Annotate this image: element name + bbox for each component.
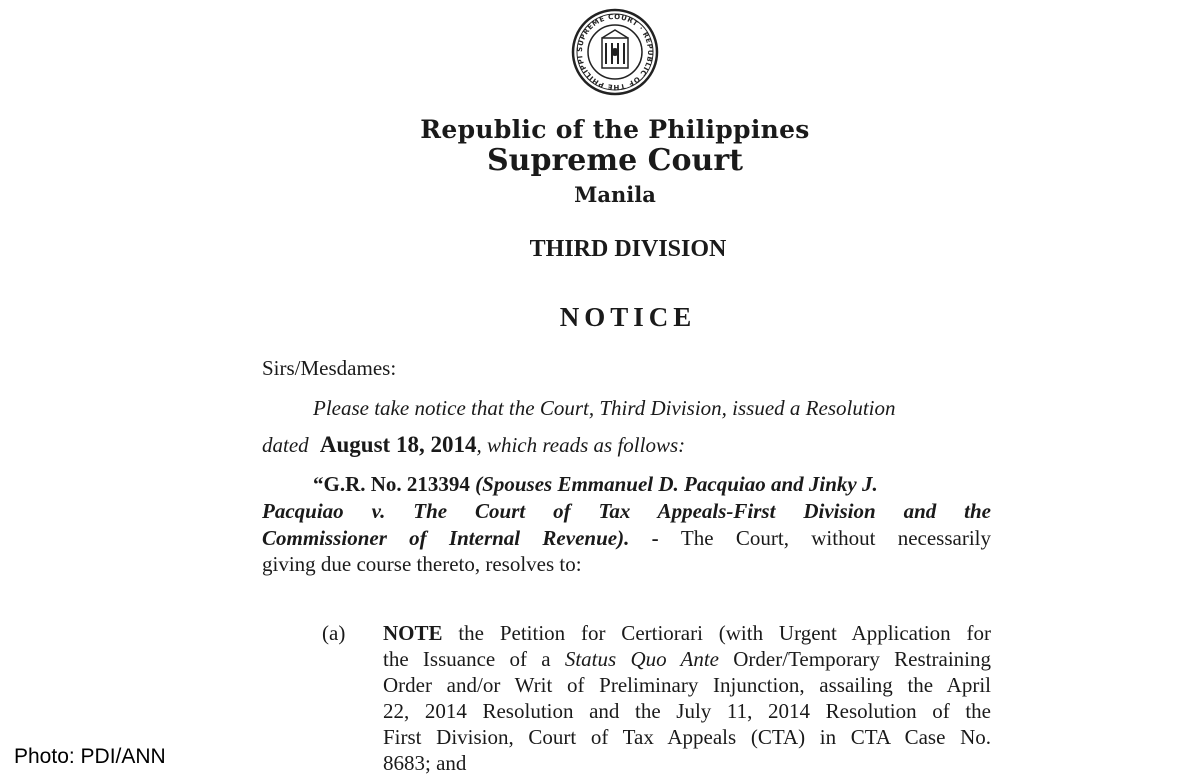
intro-line-2 bbox=[262, 432, 685, 458]
item-a-line-3: Order and/or Writ of Preliminary Injunction, assailing the April bbox=[383, 673, 991, 697]
case-text-3: The Court, without necessarily bbox=[680, 526, 991, 550]
item-a-line-5: First Division, Court of Tax Appeals (CTA) in CTA Case No. bbox=[383, 725, 991, 749]
notice-title: NOTICE bbox=[559, 302, 697, 332]
photo-credit: Photo: PDI/ANN bbox=[14, 745, 166, 768]
item-a-text-1: the Petition for Certiorari (with Urgent Application for bbox=[442, 621, 991, 645]
item-a-line-1 bbox=[383, 621, 991, 646]
case-title-2: Pacquiao v. The Court of Tax Appeals-First Division and the bbox=[262, 499, 991, 523]
item-a-line-6: 8683; and bbox=[383, 751, 467, 775]
intro-rest: , which reads as follows: bbox=[476, 433, 686, 457]
item-a-line-4: 22, 2014 Resolution and the July 11, 2014 Resolution of the bbox=[383, 699, 991, 723]
resolution-date: August 18, 2014 bbox=[319, 432, 477, 457]
item-a-keyword: NOTE bbox=[383, 621, 443, 645]
supreme-court-seal bbox=[571, 8, 659, 96]
case-number: “G.R. No. 213394 bbox=[313, 472, 470, 496]
case-line-3 bbox=[262, 525, 991, 552]
header-supreme-court: Supreme Court bbox=[487, 143, 743, 178]
header-city: Manila bbox=[574, 182, 656, 207]
salutation: Sirs/Mesdames: bbox=[262, 356, 397, 380]
intro-dated: dated bbox=[262, 433, 309, 457]
seal-text: SUPREME COURT · REPUBLIC OF THE PHILIPPI bbox=[575, 12, 655, 92]
item-a-status-quo: Status Quo Ante bbox=[564, 647, 719, 671]
item-a-label: (a) bbox=[322, 621, 346, 645]
division-title: THIRD DIVISION bbox=[529, 236, 727, 262]
case-title-1: (Spouses Emmanuel D. Pacquiao and Jinky J. bbox=[475, 472, 878, 496]
item-a-text-2a: the Issuance of a bbox=[383, 647, 565, 671]
case-dash: - bbox=[629, 526, 681, 550]
item-a-text-2c: Order/Temporary Restraining bbox=[719, 647, 991, 671]
case-line-1 bbox=[313, 472, 878, 497]
case-text-4: giving due course thereto, resolves to: bbox=[262, 552, 582, 576]
case-title-3: Commissioner of Internal Revenue). bbox=[262, 526, 630, 550]
item-a-line-2 bbox=[383, 647, 991, 672]
header-republic: Republic of the Philippines bbox=[420, 115, 810, 144]
intro-line-1: Please take notice that the Court, Third Division, issued a Resolution bbox=[313, 396, 896, 420]
